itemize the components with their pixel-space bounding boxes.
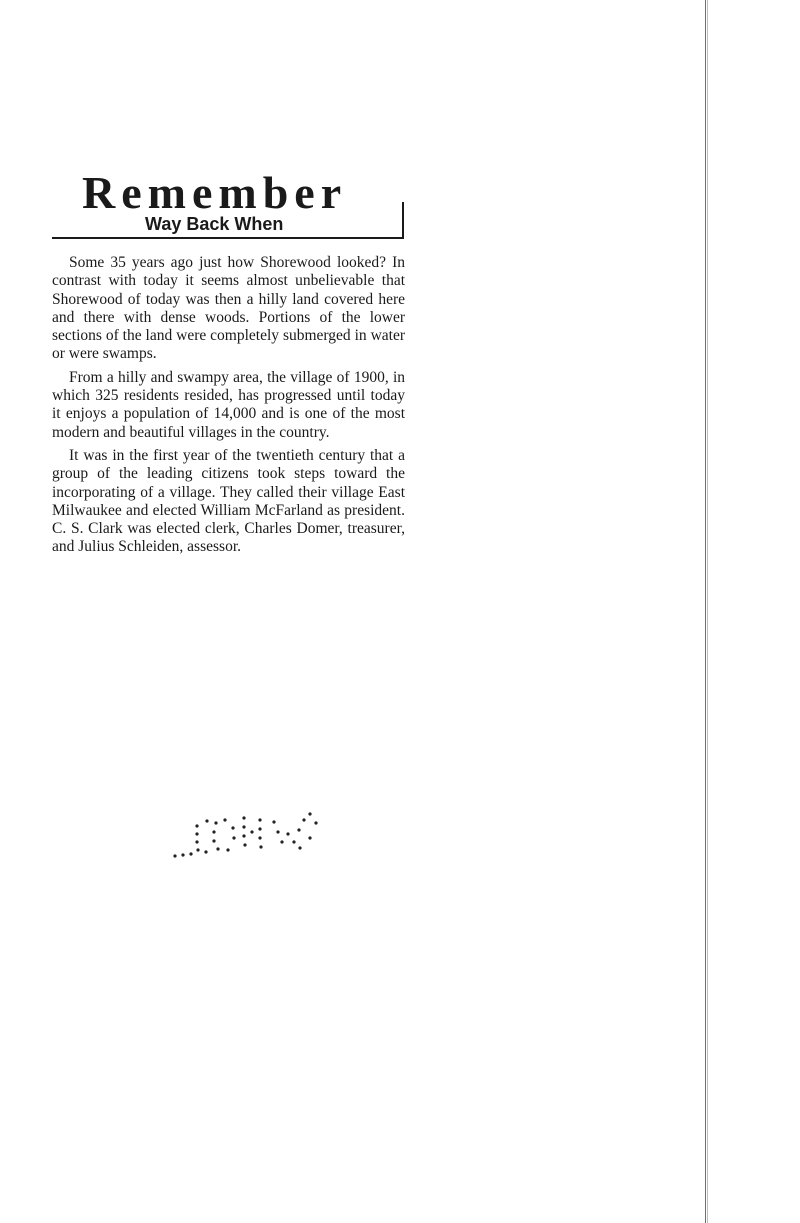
article-subtitle: Way Back When <box>145 214 284 234</box>
article-title: Remember <box>82 167 348 218</box>
header-underline <box>52 237 404 239</box>
perforation-stamp-icon <box>170 808 330 864</box>
article-paragraph: It was in the first year of the twentieth century that a group of the leading citizens took steps toward the incorporating of a village. They called their village East Milwaukee and elected William McFarland as president. C. S. Clark was elected clerk, Charles Domer, treasurer, and Julius Schleiden, assessor. <box>52 446 405 556</box>
article-paragraph: Some 35 years ago just how Shorewood looked? In contrast with today it seems almost unbelievable that Shorewood of today was then a hilly land covered here and there with dense woods. Portions of the lower sections of the land were completely submerged in water or were swamps. <box>52 254 405 363</box>
article-paragraph: From a hilly and swampy area, the village of 1900, in which 325 residents resided, has progressed until today it enjoys a population of 14,000 and is one of the most modern and beautiful villages in the country. <box>52 368 405 441</box>
page-edge-line-shadow <box>707 0 708 1223</box>
article-header <box>52 166 404 240</box>
page-edge-line <box>705 0 706 1223</box>
header-corner-rule <box>402 202 404 239</box>
article-body <box>52 254 405 562</box>
